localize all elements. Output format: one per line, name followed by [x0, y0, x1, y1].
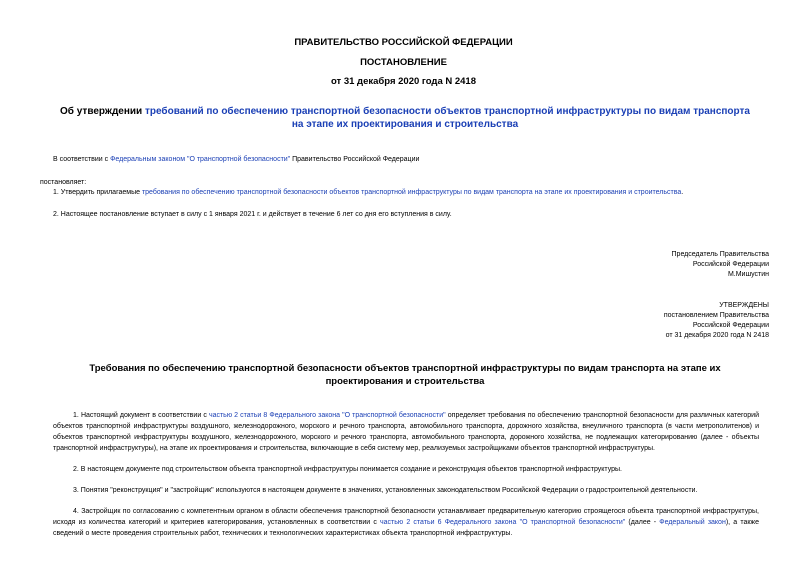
item-1-prefix: 1. Утвердить прилагаемые — [53, 189, 142, 196]
approved-line-1: УТВЕРЖДЕНЫ — [719, 302, 769, 309]
approved-line-3: Российской Федерации — [692, 322, 769, 329]
signature-block — [672, 250, 769, 280]
document-title — [60, 105, 750, 131]
item-2: 2. Настоящее постановление вступает в силу с 1 января 2021 г. и действует в течение 6 лет со дня его вступления в силу. — [53, 211, 452, 218]
signature-line-2: Российской Федерации — [692, 261, 769, 268]
requirement-4-middle: (далее - — [625, 519, 660, 526]
requirement-4-prefix: 4. Застройщик по согласованию с компетентным органом в области обеспечения транспортной безопасности устанавливает предварительную категорию строящегося объекта транспортной инфраструктуры, исходя из количества категорий и критериев категорирования, установленных в соответствии с — [53, 508, 759, 526]
government-heading: ПРАВИТЕЛЬСТВО РОССИЙСКОЙ ФЕДЕРАЦИИ — [294, 37, 513, 48]
decides-text: постановляет: — [40, 179, 87, 186]
approved-block — [664, 301, 769, 341]
requirement-4-suffix: ), а также сведений о месте проведения строительных работ, технических и технологических характеристиках объекта транспортной инфраструктуры. — [53, 519, 759, 537]
requirement-2: 2. В настоящем документе под строительством объекта транспортной инфраструктуры понимается создание и реконструкция объектов транспортной инфраструктуры. — [73, 466, 622, 473]
requirement-4 — [53, 506, 759, 539]
document-title-prefix: Об утверждении — [60, 106, 145, 117]
preamble-suffix: Правительство Российской Федерации — [290, 156, 420, 163]
federal-law-link[interactable]: Федеральным законом "О транспортной безопасности" — [110, 156, 291, 163]
requirements-link[interactable]: требования по обеспечению транспортной безопасности объектов транспортной инфраструктуры по видам транспорта на этапе их проектирования и строительства — [141, 189, 682, 196]
federal-law-short-link[interactable]: Федеральный закон — [659, 519, 726, 526]
preamble — [53, 155, 773, 165]
article-6-link[interactable]: частью 2 статьи 6 Федерального закона "О транспортной безопасности" — [380, 519, 626, 526]
preamble-prefix: В соответствии с — [53, 156, 111, 163]
article-8-link[interactable]: частью 2 статьи 8 Федерального закона "О транспортной безопасности" — [208, 412, 446, 419]
requirement-3: 3. Понятия "реконструкция" и "застройщик" используются в настоящем документе в значениях, установленных законодательством Российской Федерации о градостроительной деятельности. — [73, 487, 698, 494]
item-1-suffix: . — [681, 189, 684, 196]
document-title-link[interactable]: требований по обеспечению транспортной безопасности объектов транспортной инфраструктуры по видам транспорта на этапе их проектирования и строительства — [144, 106, 750, 130]
document-type-heading: ПОСТАНОВЛЕНИЕ — [360, 57, 447, 68]
signature-line-1: Председатель Правительства — [671, 251, 769, 258]
requirement-1-prefix: 1. Настоящий документ в соответствии с — [73, 412, 209, 419]
approved-line-4: от 31 декабря 2020 года N 2418 — [665, 332, 769, 339]
approved-line-2: постановлением Правительства — [663, 312, 769, 319]
requirements-title: Требования по обеспечению транспортной безопасности объектов транспортной инфраструктуры по видам транспорта на этапе их проектирования и строительства — [89, 363, 721, 387]
requirement-1 — [53, 410, 759, 454]
signature-line-3: М.Мишустин — [727, 271, 769, 278]
document-date-number: от 31 декабря 2020 года N 2418 — [330, 76, 476, 87]
requirement-1-suffix: определяет требования по обеспечению транспортной безопасности для различных категорий объектов транспортной инфраструктуры воздушного, железнодорожного, морского и речного транспорта, автомобильного транспорта, дорожного хозяйства, внеуличного транспорта (в части метрополитенов) и объектов транспортной инфраструктуры воздушного, железнодорожного, морского и речного транспорта, автомобильного транспорта, дорожного хозяйства, не подлежащих категорированию (далее - объекты транспортной инфраструктуры), на этапе их проектирования и строительства, включающие в себя систему мер, реализуемых застройщиками объектов транспортной инфраструктуры. — [53, 412, 759, 452]
item-1 — [53, 188, 783, 198]
